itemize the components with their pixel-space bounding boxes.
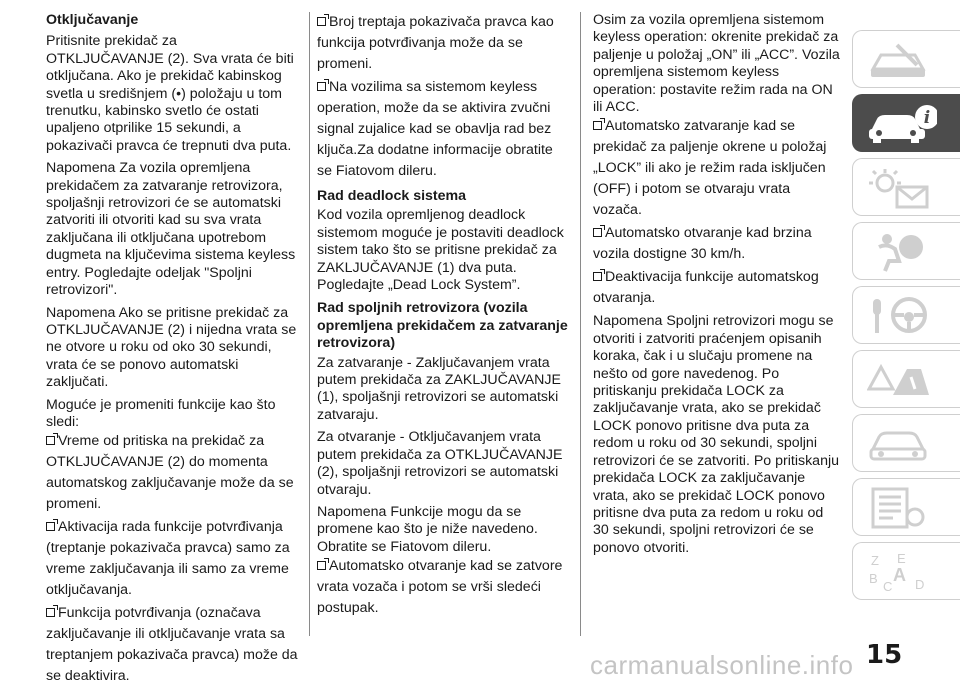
paragraph: Kod vozila opremljenog deadlock sistemom moguće je postaviti deadlock sistem tako što se pritisne prekidač za ZAKLJUČAVANJE (1) dva puta. Pogledajte „Dead Lock System”. [317, 207, 564, 294]
svg-text:D: D [915, 577, 925, 592]
svg-text:E: E [897, 551, 906, 566]
column-3 [593, 12, 841, 562]
list-item: Automatsko otvaranje kad se zatvore vrata vozača i potom se vrši sledeći postupak. [317, 558, 563, 617]
checkbox-bullet-icon [593, 272, 602, 281]
svg-text:B: B [869, 571, 878, 586]
svg-text:A: A [893, 565, 906, 585]
tab-safety[interactable] [852, 222, 960, 280]
car-info-icon [867, 103, 937, 145]
page-number: 15 [866, 640, 903, 670]
watermark: carmanualsonline.info [590, 650, 854, 680]
tab-technical-data[interactable] [852, 478, 960, 536]
tab-servicing[interactable] [852, 414, 960, 472]
note-paragraph: Napomena Za vozila opremljena prekidačem za zatvaranje retrovizora, spoljašnji retrovizori će se automatski zatvoriti ili otvoriti kad su sva vrata zaključana ili otključana upotrebom dugmeta na ključevima sistema keyless entry. Pogledajte odeljak "Spoljni retrovizori". [46, 160, 296, 299]
checkbox-bullet-icon [317, 17, 326, 26]
key-steering-wheel-icon [867, 295, 937, 337]
chapter-tabs [852, 30, 960, 606]
paragraph: Moguće je promeniti funkcije kao što sledi: [46, 396, 276, 430]
column-divider [580, 12, 581, 636]
list-item: Funkcija potvrđivanja (označava zaključavanje ili otključavanje vrata sa treptanjem pokazivača pravca) može da se deaktivira. [46, 605, 298, 685]
checkbox-bullet-icon [46, 522, 55, 531]
checkbox-bullet-icon [317, 82, 326, 91]
list-item: Aktivacija rada funkcije potvrđivanja (treptanje pokazivača pravca) samo za vreme zaključavanja ili samo za vreme otključavanja. [46, 519, 290, 599]
tab-index[interactable] [852, 542, 960, 600]
paragraph: Za otvaranje - Otključavanjem vrata putem prekidača za OTKLJUČAVANJE (2), spoljašnji retrovizori se automatski otvaraju. [317, 429, 563, 498]
checkbox-bullet-icon [46, 608, 55, 617]
paragraph: Pritisnite prekidač za OTKLJUČAVANJE (2). Sva vrata će biti otključana. Ako je prekidač kabinskog svetla u središnjem (•) položaju u tom trenutku, kabinsko svetlo će ostati upaljeno otprilike 15 sekundi, a pokazivači pravca će trepnuti dva puta. [46, 33, 294, 154]
checkbox-bullet-icon [317, 561, 326, 570]
note-paragraph: Napomena Spoljni retrovizori mogu se otvoriti i zatvoriti praćenjem opisanih koraka, čak i u slučaju promene na nešto od gore navedenog. Po pritiskanju prekidača LOCK za zaključavanje vrata, ako se prekidač LOCK ponovo pritisne dva puta za redom u roku od 30 sekundi, spoljni retrovizori će se zatvoriti. Po pritiskanju prekidača LOCK za zaključavanje vrata, ako se prekidač LOCK ponovo pritisne dva puta za redom u roku od 30 sekundi, spoljni retrovizori će se ponovo otvoriti. [593, 313, 840, 556]
section-heading-unlocking: Otključavanje [46, 12, 139, 28]
alphabetical-index-icon [867, 551, 937, 593]
list-item: Automatsko otvaranje kad brzina vozila dostigne 30 km/h. [593, 225, 812, 263]
paragraph: Osim za vozila opremljena sistemom keyless operation: okrenite prekidač za paljenje u položaj „ON” ili „ACC”. Vozila opremljena sistemom keyless operation: postavite režim rada na ON ili ACC. [593, 12, 840, 116]
svg-text:C: C [883, 579, 893, 593]
note-paragraph: Napomena Ako se pritisne prekidač za OTKLJUČAVANJE (2) i nijedna vrata se ne otvore u roku od oko 30 sekundi, vrata će se ponovo automatski zaključati. [46, 304, 297, 391]
svg-text:Z: Z [871, 553, 879, 568]
checkbox-bullet-icon [46, 436, 55, 445]
section-heading-mirrors: Rad spoljnih retrovizora (vozila opremljena prekidačem za zatvaranje retrovizora) [317, 300, 568, 352]
airbag-safety-icon [867, 231, 937, 273]
list-item: Na vozilima sa sistemom keyless operation, može da se aktivira zvučni signal zujalice kad se obavlja rad bez ključa.Za dodatne informacije obratite se Fiatovom dileru. [317, 79, 553, 179]
note-paragraph: Napomena Funkcije mogu da se promene kao što je niže navedeno. Obratite se Fiatovom dileru. [317, 503, 538, 555]
checkbox-bullet-icon [593, 228, 602, 237]
section-heading-deadlock: Rad deadlock sistema [317, 188, 467, 204]
list-item: Deaktivacija funkcije automatskog otvaranja. [593, 269, 819, 307]
car-dashboard-icon [867, 39, 937, 81]
emergency-triangle-icon [867, 359, 937, 401]
tab-getting-to-know-car[interactable] [852, 94, 960, 152]
technical-data-icon [867, 487, 937, 529]
car-service-icon [867, 423, 937, 465]
list-item: Automatsko zatvaranje kad se prekidač za paljenje okrene u položaj „LOCK” ili ako je režim rada isključen (OFF) i potom se otvaraju vrata vozača. [593, 118, 827, 219]
paragraph: Za zatvaranje - Zaključavanjem vrata putem prekidača za ZAKLJUČAVANJE (1), spoljašnji retrovizori se automatski zatvaraju. [317, 354, 561, 423]
tab-dashboard[interactable] [852, 30, 960, 88]
list-item: Vreme od pritiska na prekidač za OTKLJUČAVANJE (2) do momenta automatskog zaključavanje može da se promeni. [46, 433, 294, 513]
list-item: Broj treptaja pokazivača pravca kao funkcija potvrđivanja može da se promeni. [317, 14, 554, 72]
svg-text:i: i [923, 108, 931, 128]
tab-starting-driving[interactable] [852, 286, 960, 344]
column-2 [317, 12, 569, 621]
tab-warning-lights[interactable] [852, 158, 960, 216]
tab-emergency[interactable] [852, 350, 960, 408]
warning-lights-message-icon [867, 167, 937, 209]
column-1 [46, 12, 298, 689]
column-divider [309, 12, 310, 636]
checkbox-bullet-icon [593, 121, 602, 130]
